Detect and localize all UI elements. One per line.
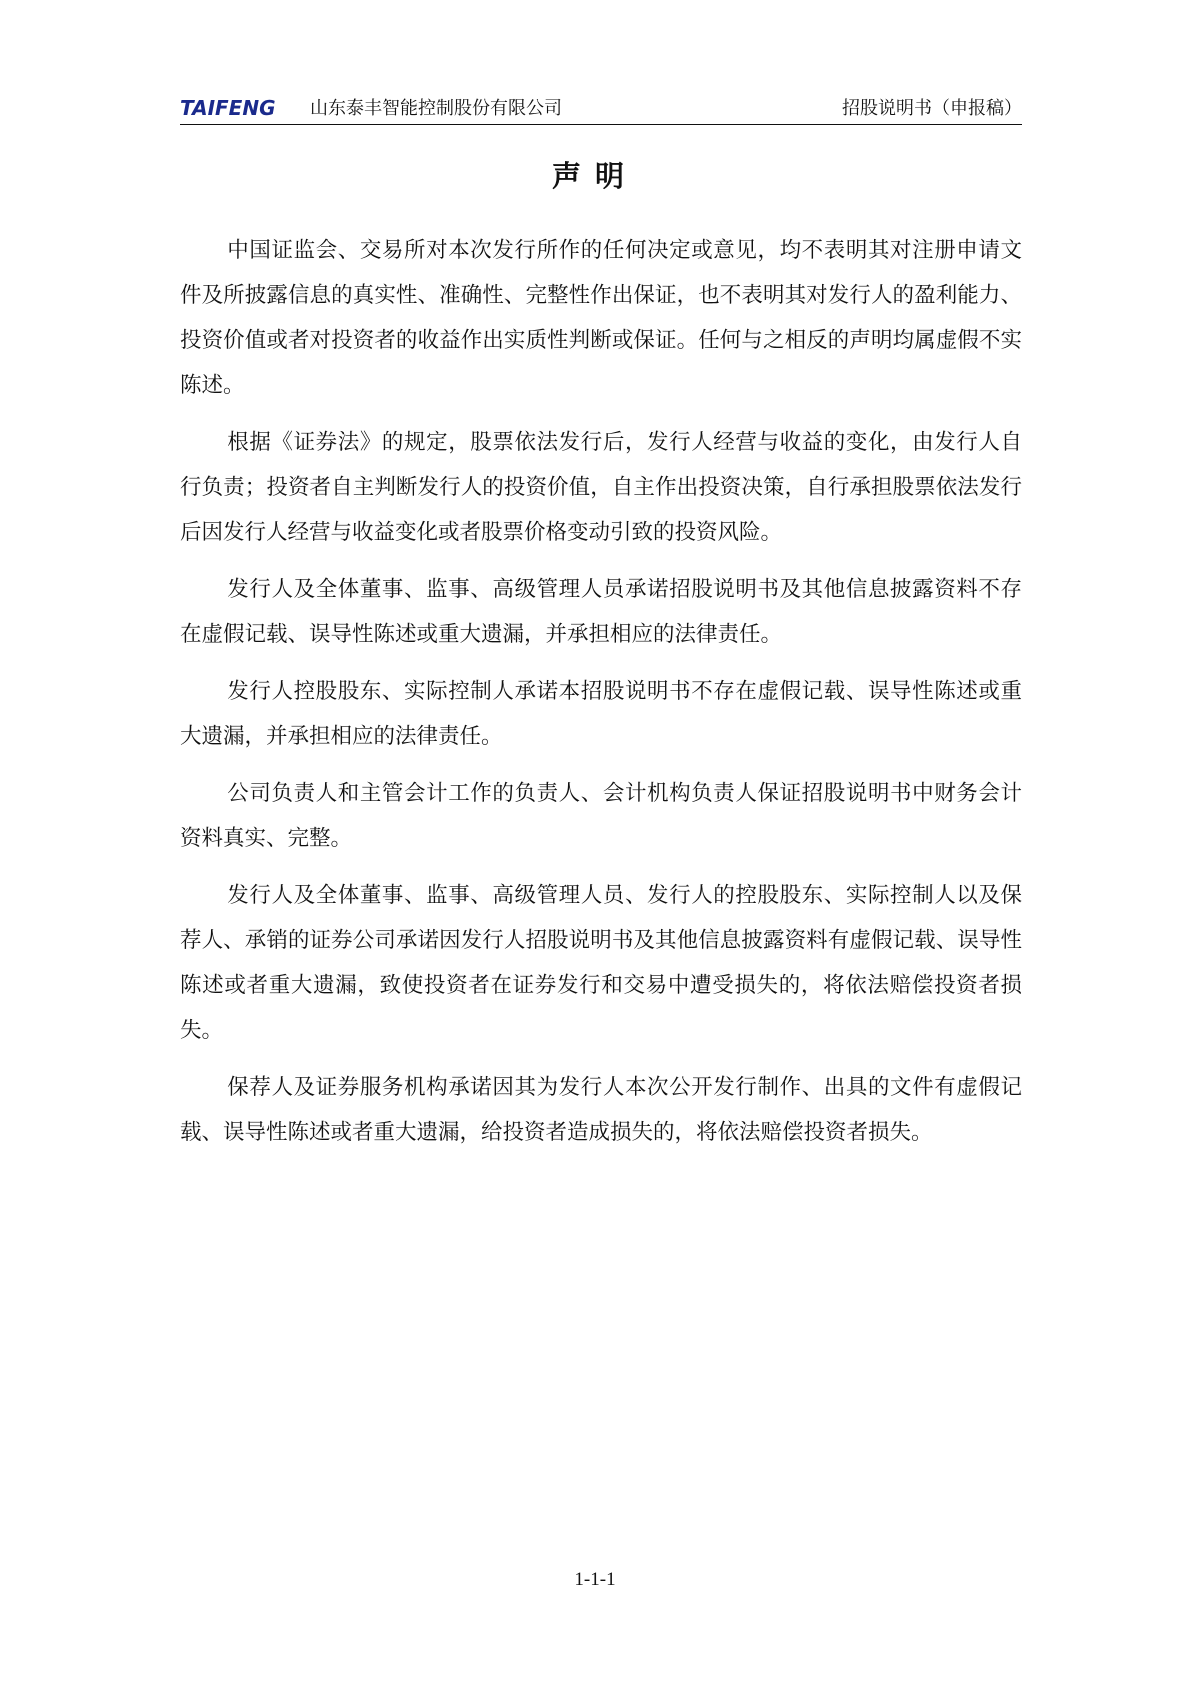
paragraph: 中国证监会、交易所对本次发行所作的任何决定或意见，均不表明其对注册申请文件及所披露信息的真实性、准确性、完整性作出保证，也不表明其对发行人的盈利能力、投资价值或者对投资者的收益作出实质性判断或保证。任何与之相反的声明均属虚假不实陈述。 [180,238,1022,398]
paragraph: 发行人控股股东、实际控制人承诺本招股说明书不存在虚假记载、误导性陈述或重大遗漏，并承担相应的法律责任。 [180,679,1022,749]
paragraph: 根据《证券法》的规定，股票依法发行后，发行人经营与收益的变化，由发行人自行负责；投资者自主判断发行人的投资价值，自主作出投资决策，自行承担股票依法发行后因发行人经营与收益变化或者股票价格变动引致的投资风险。 [180,430,1022,545]
company-name: 山东泰丰智能控制股份有限公司 [310,98,562,119]
company-logo: TAIFENG [180,96,276,120]
header-divider [180,124,1022,125]
page-title: 声明 [551,159,638,193]
document-type: 招股说明书（申报稿） [842,98,1022,119]
page-number: 1-1-1 [574,1569,616,1590]
statement-body [180,228,1022,1167]
paragraph: 公司负责人和主管会计工作的负责人、会计机构负责人保证招股说明书中财务会计资料真实、完整。 [180,781,1022,851]
paragraph: 保荐人及证券服务机构承诺因其为发行人本次公开发行制作、出具的文件有虚假记载、误导性陈述或者重大遗漏，给投资者造成损失的，将依法赔偿投资者损失。 [180,1075,1022,1145]
page-header [180,94,1022,122]
paragraph: 发行人及全体董事、监事、高级管理人员、发行人的控股股东、实际控制人以及保荐人、承销的证券公司承诺因发行人招股说明书及其他信息披露资料有虚假记载、误导性陈述或者重大遗漏，致使投资者在证券发行和交易中遭受损失的，将依法赔偿投资者损失。 [180,883,1022,1043]
paragraph: 发行人及全体董事、监事、高级管理人员承诺招股说明书及其他信息披露资料不存在虚假记载、误导性陈述或重大遗漏，并承担相应的法律责任。 [180,577,1022,647]
